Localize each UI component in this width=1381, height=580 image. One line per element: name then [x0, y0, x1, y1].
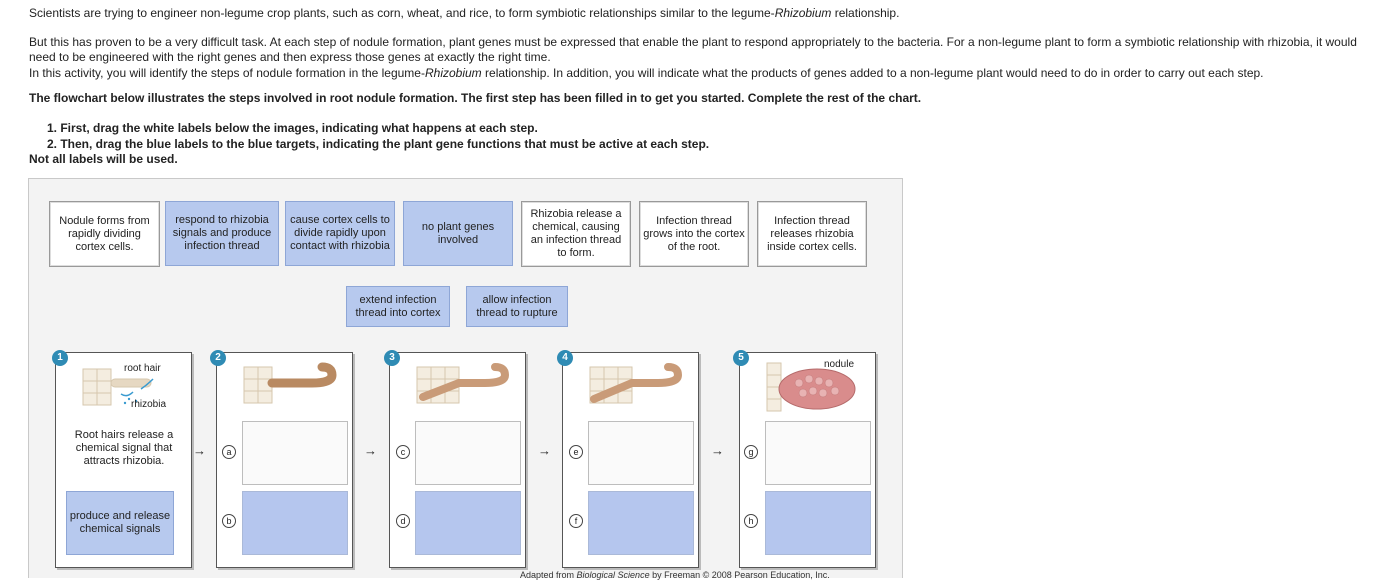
intro-paragraph-3: In this activity, you will identify the steps of nodule formation in the legume-Rhizobium relationship. In addition, you will indicate what the products of genes added to a non-legume plant would need to do in order to carry out each step. — [29, 66, 1264, 80]
blue-label-no-plant-genes[interactable]: no plant genes involved — [403, 201, 513, 266]
intro-paragraph-1: Scientists are trying to engineer non-legume crop plants, such as corn, wheat, and rice, to form symbiotic relationships similar to the legume-Rhizobium relationship. — [29, 6, 900, 20]
step-number-5: 5 — [733, 350, 749, 366]
nodule-caption: nodule — [824, 359, 855, 370]
step-1-description: Root hairs release a chemical signal that attracts rhizobia. — [74, 429, 174, 467]
target-g-letter: g — [744, 445, 758, 459]
step-column-5 — [739, 352, 876, 568]
blue-label-extend-infection-thread[interactable]: extend infection thread into cortex — [346, 286, 450, 327]
target-f-letter: f — [569, 514, 583, 528]
blue-label-respond-to-rhizobia[interactable]: respond to rhizobia signals and produce infection thread — [165, 201, 279, 266]
instructions-heading: The flowchart below illustrates the steps involved in root nodule formation. The first step has been filled in to get you started. Complete the rest of the chart. — [29, 91, 922, 105]
white-label-nodule-forms[interactable]: Nodule forms from rapidly dividing cortex cells. — [49, 201, 160, 267]
arrow-icon: → — [364, 443, 377, 458]
arrow-icon: → — [193, 443, 206, 458]
arrow-icon: → — [711, 443, 724, 458]
blue-label-allow-infection-thread-rupture[interactable]: allow infection thread to rupture — [466, 286, 568, 327]
target-b[interactable] — [242, 491, 348, 555]
target-f[interactable] — [588, 491, 694, 555]
target-g[interactable] — [765, 421, 871, 485]
intro-paragraph-2: But this has proven to be a very difficult task. At each step of nodule formation, plant genes must be expressed that enable the plant to respond appropriately to the bacteria. For a non-legume plant to form a symbiotic relationship with rhizobia, it would need to be engineered with the right genes and then express those genes at exactly the right time. — [29, 35, 1357, 64]
target-h[interactable] — [765, 491, 871, 555]
step-number-2: 2 — [210, 350, 226, 366]
target-d[interactable] — [415, 491, 521, 555]
target-b-letter: b — [222, 514, 236, 528]
target-c-letter: c — [396, 445, 410, 459]
arrow-icon: → — [538, 443, 551, 458]
step-number-4: 4 — [557, 350, 573, 366]
white-label-infection-thread-grows[interactable]: Infection thread grows into the cortex of the root. — [639, 201, 749, 267]
rhizobia-caption: rhizobia — [131, 399, 167, 410]
white-label-rhizobia-release[interactable]: Rhizobia release a chemical, causing an infection thread to form. — [521, 201, 631, 267]
blue-label-cause-cortex-divide[interactable]: cause cortex cells to divide rapidly upon contact with rhizobia — [285, 201, 395, 266]
infection-thread-forming-illustration — [242, 359, 337, 414]
infection-thread-in-cortex-illustration — [588, 359, 683, 414]
step-number-1: 1 — [52, 350, 68, 366]
step-column-3 — [389, 352, 526, 568]
credit-text: Adapted from Biological Science by Freeman © 2008 Pearson Education, Inc. — [520, 570, 830, 580]
note-text: Not all labels will be used. — [29, 152, 178, 166]
step-column-4 — [562, 352, 699, 568]
target-a-letter: a — [222, 445, 236, 459]
infection-thread-growing-illustration — [415, 359, 510, 414]
target-a[interactable] — [242, 421, 348, 485]
instruction-step-1: 1. First, drag the white labels below the images, indicating what happens at each step. — [47, 121, 538, 135]
target-c[interactable] — [415, 421, 521, 485]
target-e[interactable] — [588, 421, 694, 485]
target-d-letter: d — [396, 514, 410, 528]
target-h-letter: h — [744, 514, 758, 528]
step-number-3: 3 — [384, 350, 400, 366]
step-column-1 — [55, 352, 192, 568]
white-label-infection-thread-releases[interactable]: Infection thread releases rhizobia inside cortex cells. — [757, 201, 867, 267]
root-hair-caption: root hair — [124, 363, 161, 374]
step-1-gene-function: produce and release chemical signals — [66, 491, 174, 555]
instruction-step-2: 2. Then, drag the blue labels to the blue targets, indicating the plant gene functions that must be active at each step. — [47, 137, 710, 151]
target-e-letter: e — [569, 445, 583, 459]
step-column-2 — [216, 352, 353, 568]
